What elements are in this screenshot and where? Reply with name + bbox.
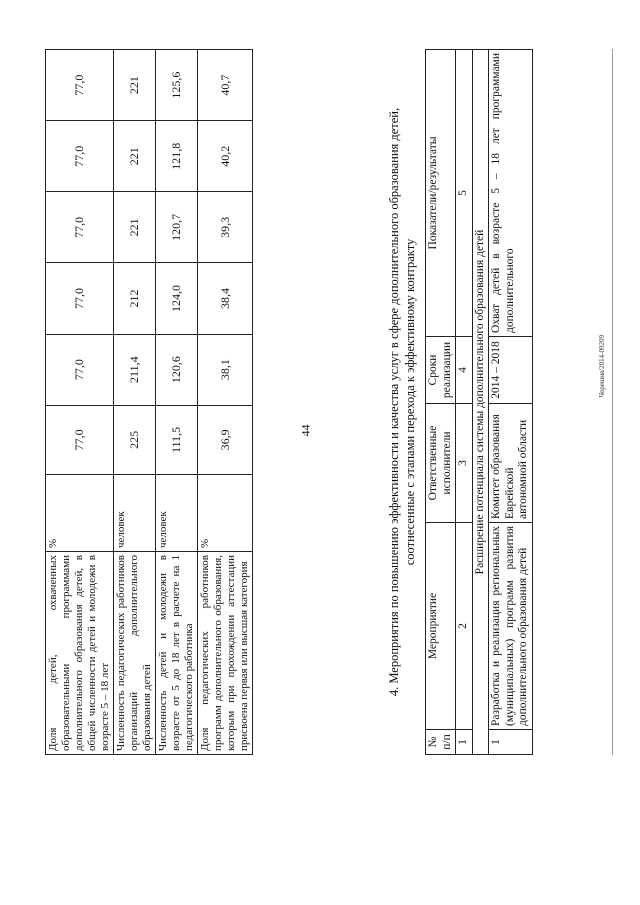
indicator-value: 120,6 bbox=[155, 334, 197, 405]
column-number: 1 bbox=[456, 730, 473, 755]
column-number: 3 bbox=[456, 404, 473, 523]
indicator-value: 38,1 bbox=[197, 334, 252, 405]
subheading-row bbox=[472, 50, 489, 755]
table-row bbox=[46, 50, 114, 755]
indicator-value: 111,5 bbox=[155, 405, 197, 474]
section-heading-line: 4. Мероприятия по повышению эффективности и качества услуг в сфере дополнительного образования детей, bbox=[387, 107, 401, 697]
indicator-value: 212 bbox=[113, 263, 155, 334]
indicator-unit: человек bbox=[113, 475, 155, 552]
term-text: 2014 – 2018 bbox=[489, 337, 533, 404]
section-heading-line: соотнесенные с этапами перехода к эффективному контракту bbox=[403, 238, 418, 566]
table-row bbox=[489, 50, 533, 755]
table-row bbox=[155, 50, 197, 755]
indicator-value: 120,7 bbox=[155, 192, 197, 263]
indicator-value: 225 bbox=[113, 405, 155, 474]
indicator-value: 40,2 bbox=[197, 121, 252, 192]
column-number: 2 bbox=[456, 523, 473, 730]
indicator-description: Численность педагогических работников организаций дополнительного образования детей bbox=[113, 552, 155, 755]
measures-table bbox=[425, 49, 533, 755]
indicator-unit: % bbox=[197, 475, 252, 552]
column-number: 4 bbox=[456, 337, 473, 404]
page-number: 44 bbox=[298, 424, 313, 437]
indicator-value: 125,6 bbox=[155, 50, 197, 121]
indicator-unit: % bbox=[46, 475, 114, 552]
indicator-value: 39,3 bbox=[197, 192, 252, 263]
indicator-value: 121,8 bbox=[155, 121, 197, 192]
result-text: Охват детей в возрасте 5 – 18 лет программами дополнительного bbox=[489, 50, 533, 337]
executors-text: Комитет образования Еврейской автономной области bbox=[489, 404, 533, 523]
header-executors: Ответственные исполнители bbox=[426, 404, 456, 523]
indicator-value: 221 bbox=[113, 121, 155, 192]
indicator-value: 36,9 bbox=[197, 405, 252, 474]
row-number: 1 bbox=[489, 730, 533, 755]
table-header-row bbox=[426, 50, 456, 755]
indicator-value: 221 bbox=[113, 50, 155, 121]
indicator-description: Доля детей, охваченных образовательными программами дополнительного образования детей, в общей численности детей и молодежи в возрасте 5 – 18 лет bbox=[46, 552, 114, 755]
header-number: № п/п bbox=[426, 730, 456, 755]
indicator-value: 124,0 bbox=[155, 263, 197, 334]
header-term: Сроки реализации bbox=[426, 337, 456, 404]
column-numbers-row bbox=[456, 50, 473, 755]
document-stamp: Черешня/2014-09209 bbox=[598, 335, 606, 398]
indicator-value: 77,0 bbox=[46, 192, 114, 263]
indicator-description: Численность детей и молодежи в возрасте от 5 до 18 лет в расчете на 1 педагогического работника bbox=[155, 552, 197, 755]
indicators-table bbox=[45, 49, 253, 755]
indicator-value: 77,0 bbox=[46, 263, 114, 334]
indicator-value: 77,0 bbox=[46, 334, 114, 405]
table-subheading: Расширение потенциала системы дополнительного образования детей bbox=[472, 50, 489, 755]
indicator-description: Доля педагогических работников программ дополнительного образования, которым при прохождении аттестации присвоена первая или высшая категория bbox=[197, 552, 252, 755]
indicator-value: 221 bbox=[113, 192, 155, 263]
indicator-value: 77,0 bbox=[46, 121, 114, 192]
footer-divider bbox=[612, 49, 613, 755]
indicator-value: 38,4 bbox=[197, 263, 252, 334]
table-row bbox=[113, 50, 155, 755]
section-heading bbox=[386, 49, 419, 755]
column-number: 5 bbox=[456, 50, 473, 337]
indicator-unit: человек bbox=[155, 475, 197, 552]
table-row bbox=[197, 50, 252, 755]
indicator-value: 77,0 bbox=[46, 50, 114, 121]
header-result: Показатели/результаты bbox=[426, 50, 456, 337]
measure-text: Разработка и реализация региональных (муниципальных) программ развития дополнительного образования детей bbox=[489, 523, 533, 730]
indicator-value: 77,0 bbox=[46, 405, 114, 474]
indicator-value: 40,7 bbox=[197, 50, 252, 121]
header-measure: Мероприятие bbox=[426, 523, 456, 730]
indicator-value: 211,4 bbox=[113, 334, 155, 405]
